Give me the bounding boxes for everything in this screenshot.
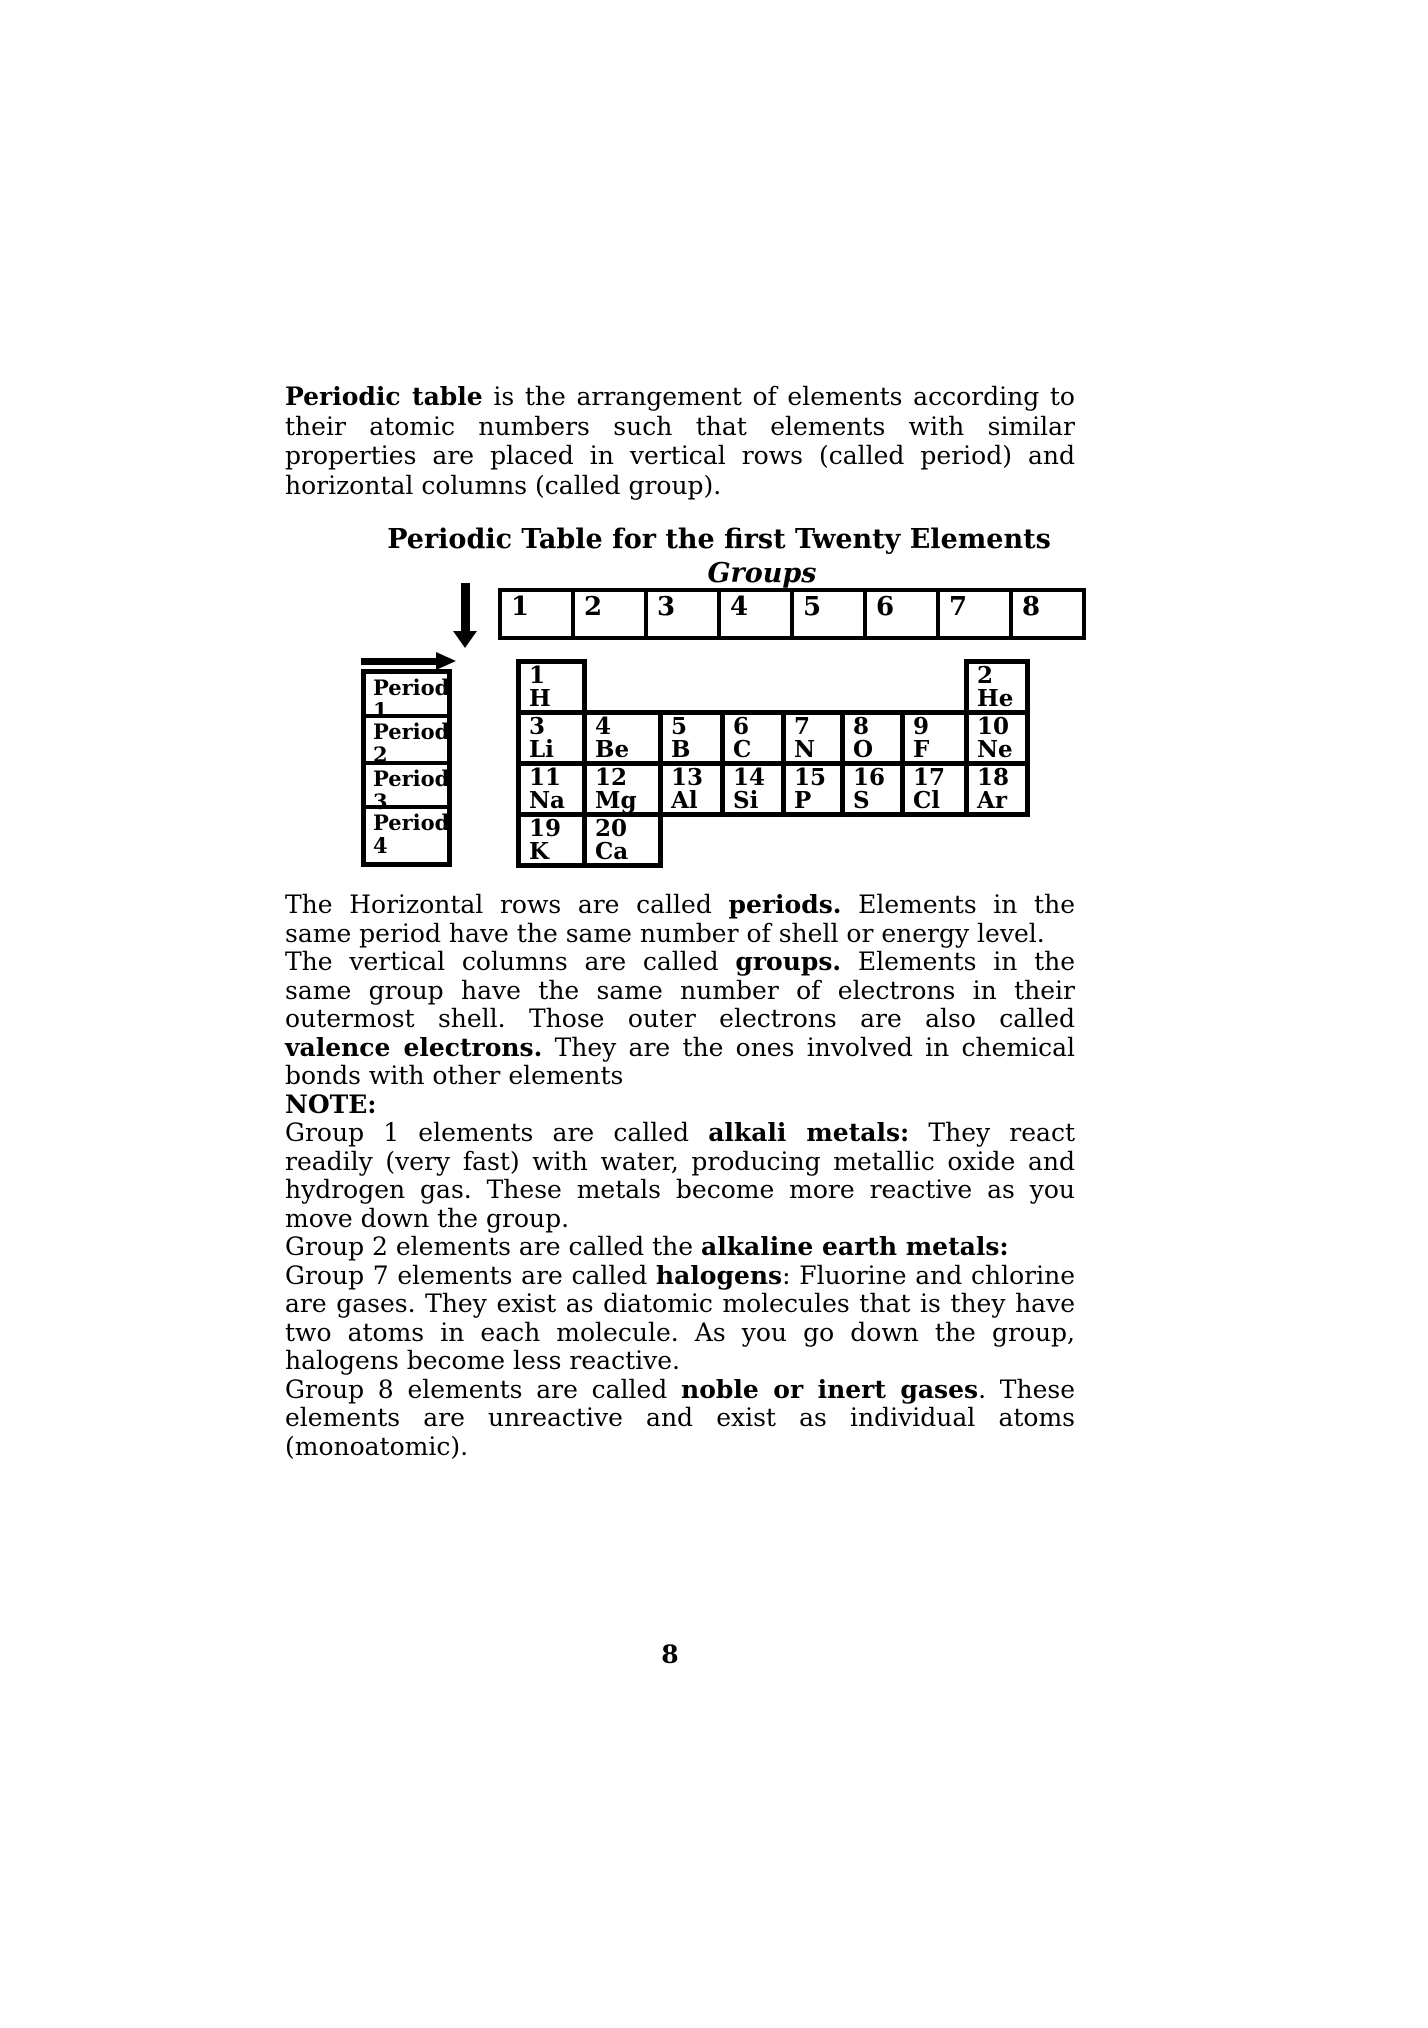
empty-grid-cell	[843, 662, 903, 713]
bold-text-run: halogens	[655, 1260, 783, 1290]
element-symbol: P	[794, 786, 812, 814]
body-paragraph	[285, 1262, 1075, 1376]
element-symbol: Ca	[595, 837, 629, 865]
periodic-table-grid	[516, 659, 1030, 868]
atomic-number: 2	[977, 662, 994, 689]
atomic-number: 13	[671, 764, 704, 791]
group-number-cell: 3	[646, 590, 719, 638]
body-paragraph	[285, 891, 1075, 948]
element-symbol: Na	[529, 786, 565, 814]
period-number: 4	[373, 833, 388, 858]
atomic-number: 15	[794, 764, 827, 791]
period-label-cell	[366, 765, 450, 814]
empty-grid-cell	[661, 815, 723, 866]
text-run: The Horizontal rows are called	[285, 890, 729, 919]
period-number: 1	[373, 698, 388, 723]
atomic-number: 4	[595, 713, 612, 740]
element-cell-H	[519, 662, 585, 713]
text-run: They react readily (very fast) with water, producing metallic oxide and hydrogen gas. These metals become more reactive as you move down the group.	[285, 1118, 1075, 1233]
empty-grid-cell	[843, 815, 903, 866]
element-cell-Mg	[585, 764, 661, 815]
atomic-number: 9	[913, 713, 930, 740]
text-run: They are the ones involved in chemical bonds with other elements	[285, 1032, 1075, 1090]
group-number-cell: 7	[938, 590, 1011, 638]
bold-text-run: groups.	[735, 947, 842, 976]
text-run: Elements in the same group have the same number of electrons in their outermost shell. Those outer electrons are also called	[285, 947, 1076, 1033]
period-word: Period	[373, 766, 450, 791]
period-row-4	[519, 815, 1028, 866]
empty-grid-cell	[585, 662, 661, 713]
atomic-number: 8	[853, 713, 870, 740]
element-cell-Cl	[903, 764, 967, 815]
period-row-3	[519, 764, 1028, 815]
element-symbol: C	[733, 735, 752, 763]
element-cell-K	[519, 815, 585, 866]
bold-text-run: valence electrons.	[285, 1032, 543, 1062]
element-cell-Al	[661, 764, 723, 815]
text-run: Group 7 elements are called	[285, 1260, 656, 1290]
atomic-number: 1	[529, 662, 546, 689]
down-arrow-head	[453, 631, 477, 648]
element-cell-Na	[519, 764, 585, 815]
group-number-cell: 2	[573, 590, 646, 638]
text-run: . These elements are unreactive and exist as individual atoms (monoatomic).	[285, 1374, 1075, 1461]
groups-label: Groups	[707, 558, 817, 589]
atomic-number: 7	[794, 713, 811, 740]
element-cell-Li	[519, 713, 585, 764]
atomic-number: 12	[595, 764, 628, 791]
element-symbol: Cl	[913, 786, 941, 814]
empty-grid-cell	[967, 815, 1028, 866]
period-label-cell	[366, 674, 450, 723]
body-paragraph	[285, 1233, 1075, 1262]
element-cell-P	[784, 764, 843, 815]
empty-grid-cell	[723, 662, 784, 713]
element-symbol: H	[529, 684, 551, 712]
element-symbol: Ar	[977, 786, 1007, 814]
element-cell-Ne	[967, 713, 1028, 764]
right-arrow-icon	[361, 652, 456, 670]
element-symbol: He	[977, 684, 1014, 712]
period-row-1	[519, 662, 1028, 713]
period-word: Period	[373, 719, 450, 744]
atomic-number: 17	[913, 764, 946, 791]
element-cell-He	[967, 662, 1028, 713]
element-symbol: Be	[595, 735, 630, 763]
element-symbol: K	[529, 837, 549, 865]
atomic-number: 10	[977, 713, 1010, 740]
element-symbol: Li	[529, 735, 554, 763]
body-paragraph	[285, 1119, 1075, 1233]
element-cell-Ca	[585, 815, 661, 866]
atomic-number: 3	[529, 713, 546, 740]
empty-grid-cell	[903, 815, 967, 866]
body-text	[285, 891, 1075, 1461]
body-paragraph	[285, 1091, 1075, 1120]
empty-grid-cell	[784, 662, 843, 713]
group-number-cell: 4	[719, 590, 792, 638]
element-symbol: N	[794, 735, 816, 763]
atomic-number: 6	[733, 713, 750, 740]
element-cell-S	[843, 764, 903, 815]
right-arrow-head	[436, 652, 456, 670]
period-label-cell	[366, 718, 450, 767]
empty-grid-cell	[784, 815, 843, 866]
period-word: Period	[373, 675, 450, 700]
element-symbol: Ne	[977, 735, 1013, 763]
element-symbol: Al	[671, 786, 698, 814]
group-number-cell: 6	[865, 590, 938, 638]
body-paragraph	[285, 948, 1075, 1091]
bold-text-run: alkaline earth metals:	[701, 1232, 1009, 1261]
atomic-number: 19	[529, 815, 562, 842]
element-cell-C	[723, 713, 784, 764]
element-symbol: Si	[733, 786, 759, 814]
text-run: is the arrangement of elements according to their atomic numbers such that elements with similar properties are placed in vertical rows (called period) and horizontal columns (called group).	[285, 382, 1075, 500]
element-symbol: B	[671, 735, 691, 763]
group-number-cell: 8	[1011, 590, 1084, 638]
period-number: 3	[373, 789, 388, 814]
group-number-cell: 1	[500, 590, 573, 638]
body-paragraph	[285, 1376, 1075, 1462]
empty-grid-cell	[723, 815, 784, 866]
bold-text-run: NOTE:	[285, 1089, 377, 1119]
period-sidebar	[361, 669, 452, 867]
right-arrow-shaft	[361, 658, 436, 665]
atomic-number: 11	[529, 764, 562, 791]
text-run: : Fluorine and chlorine are gases. They exist as diatomic molecules that is they have two atoms in each molecule. As you go down the group, halogens become less reactive.	[285, 1260, 1075, 1375]
atomic-number: 20	[595, 815, 628, 842]
text-run: Group 1 elements are called	[285, 1118, 709, 1147]
element-cell-F	[903, 713, 967, 764]
text-run: Group 2 elements are called the	[285, 1232, 702, 1261]
bold-text-run: periods.	[728, 890, 842, 919]
element-cell-O	[843, 713, 903, 764]
groups-header-row	[498, 588, 1086, 640]
page-number: 8	[661, 1640, 679, 1669]
empty-grid-cell	[661, 662, 723, 713]
group-number-cell: 5	[792, 590, 865, 638]
element-symbol: S	[853, 786, 870, 814]
element-cell-B	[661, 713, 723, 764]
empty-grid-cell	[903, 662, 967, 713]
element-symbol: O	[853, 735, 874, 763]
bold-text-run: noble or inert gases	[681, 1374, 979, 1404]
text-run: Group 8 elements are called	[285, 1374, 682, 1404]
element-cell-Be	[585, 713, 661, 764]
atomic-number: 18	[977, 764, 1010, 791]
text-run: Elements in the same period have the same number of shell or energy level.	[285, 890, 1075, 948]
atomic-number: 14	[733, 764, 766, 791]
atomic-number: 16	[853, 764, 886, 791]
figure-title: Periodic Table for the first Twenty Elements	[387, 524, 1051, 555]
period-number: 2	[373, 742, 388, 767]
element-symbol: F	[913, 735, 930, 763]
bold-text-run: alkali metals:	[708, 1118, 910, 1147]
element-cell-N	[784, 713, 843, 764]
atomic-number: 5	[671, 713, 688, 740]
element-symbol: Mg	[595, 786, 637, 814]
period-row-2	[519, 713, 1028, 764]
text-run: The vertical columns are called	[285, 947, 736, 976]
element-cell-Si	[723, 764, 784, 815]
down-arrow-shaft	[461, 583, 470, 631]
element-cell-Ar	[967, 764, 1028, 815]
down-arrow-icon	[453, 583, 477, 648]
intro-paragraph	[285, 382, 1075, 500]
period-label-cell	[366, 809, 450, 862]
period-word: Period	[373, 810, 450, 835]
bold-text-run: Periodic table	[285, 382, 483, 411]
